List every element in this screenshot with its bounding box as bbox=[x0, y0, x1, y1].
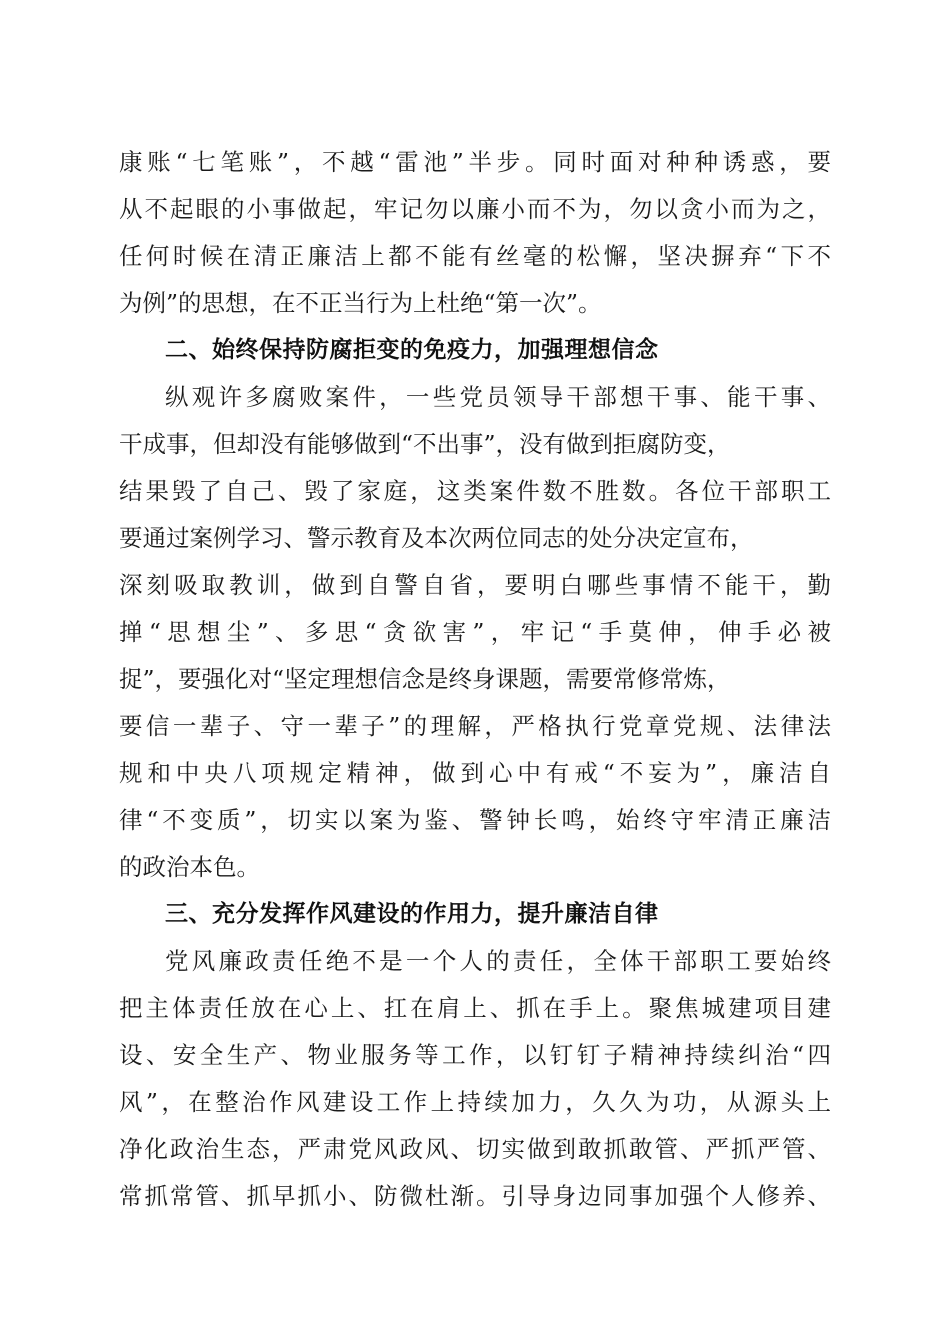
paragraph-2-line-6: 掸“思想尘”、多思“贪欲害”，牢记“手莫伸，伸手必被 bbox=[119, 618, 831, 646]
paragraph-2-line-4: 要通过案例学习、警示教育及本次两位同志的处分决定宣布， bbox=[119, 524, 754, 552]
paragraph-2-line-1: 纵观许多腐败案件，一些党员领导干部想干事、能干事、 bbox=[165, 383, 831, 411]
paragraph-2-line-2: 干成事，但却没有能够做到“不出事”，没有做到拒腐防变， bbox=[119, 430, 731, 458]
section-heading-3: 三、充分发挥作风建设的作用力，提升廉洁自律 bbox=[165, 901, 659, 927]
paragraph-3-line-3: 设、安全生产、物业服务等工作，以钉钉子精神持续纠治“四 bbox=[119, 1041, 831, 1069]
paragraph-3-line-1: 党风廉政责任绝不是一个人的责任，全体干部职工要始终 bbox=[165, 947, 831, 975]
paragraph-1-line-1: 康账“七笔账”，不越“雷池”半步。同时面对种种诱惑，要 bbox=[119, 148, 831, 176]
paragraph-2-line-7: 捉”，要强化对“坚定理想信念是终身课题，需要常修常炼， bbox=[119, 665, 731, 693]
paragraph-2-line-8: 要信一辈子、守一辈子”的理解，严格执行党章党规、法律法 bbox=[119, 712, 831, 740]
paragraph-1-line-4: 为例”的思想，在不正当行为上杜绝“第一次”。 bbox=[119, 289, 602, 317]
paragraph-2-line-10: 律“不变质”，切实以案为鉴、警钟长鸣，始终守牢清正廉洁 bbox=[119, 806, 831, 834]
paragraph-3-line-5: 净化政治生态，严肃党风政风、切实做到敢抓敢管、严抓严管、 bbox=[119, 1135, 831, 1163]
paragraph-2-line-11: 的政治本色。 bbox=[119, 853, 260, 881]
paragraph-1-line-2: 从不起眼的小事做起，牢记勿以廉小而不为，勿以贪小而为之， bbox=[119, 195, 831, 223]
paragraph-2-line-3: 结果毁了自己、毁了家庭，这类案件数不胜数。各位干部职工 bbox=[119, 477, 831, 505]
paragraph-2-line-5: 深刻吸取教训，做到自警自省，要明白哪些事情不能干，勤 bbox=[119, 571, 831, 599]
paragraph-3-line-6: 常抓常管、抓早抓小、防微杜渐。引导身边同事加强个人修养、 bbox=[119, 1182, 831, 1210]
paragraph-3-line-4: 风”，在整治作风建设工作上持续加力，久久为功，从源头上 bbox=[119, 1088, 831, 1116]
paragraph-3-line-2: 把主体责任放在心上、扛在肩上、抓在手上。聚焦城建项目建 bbox=[119, 994, 831, 1022]
paragraph-2-line-9: 规和中央八项规定精神，做到心中有戒“不妄为”，廉洁自 bbox=[119, 759, 831, 787]
section-heading-2: 二、始终保持防腐拒变的免疫力，加强理想信念 bbox=[165, 337, 659, 363]
paragraph-1-line-3: 任何时候在清正廉洁上都不能有丝毫的松懈，坚决摒弃“下不 bbox=[119, 242, 831, 270]
